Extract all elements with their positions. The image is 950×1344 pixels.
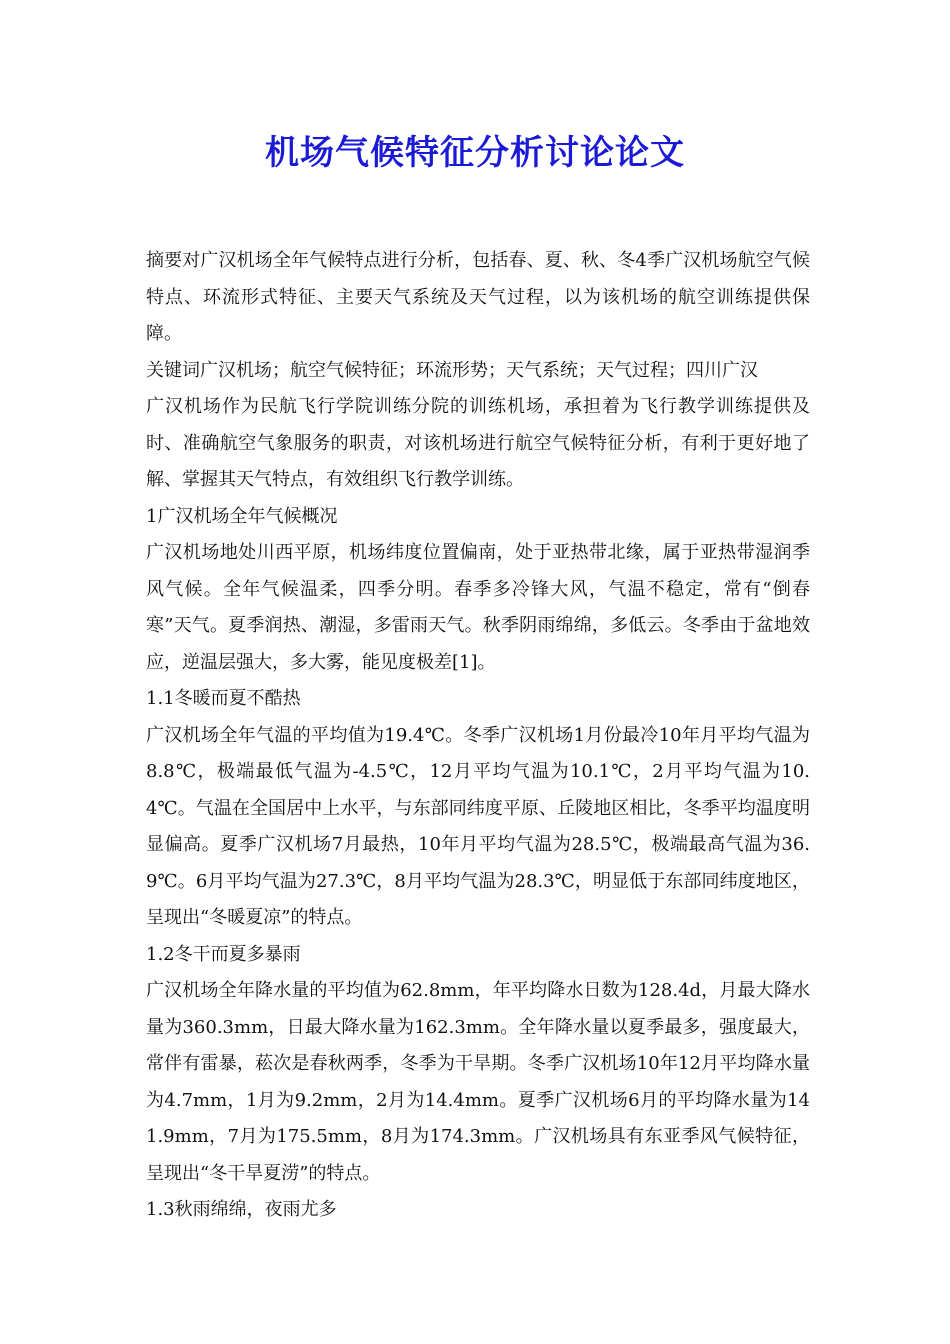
keywords-paragraph: 关键词广汉机场；航空气候特征；环流形势；天气系统；天气过程；四川广汉 <box>146 359 758 381</box>
section-1-2-paragraph: 广汉机场全年降水量的平均值为62.8mm，年平均降水日数为128.4d，月最大降水量为360.3mm，日最大降水量为162.3mm。全年降水量以夏季最多，强度最大，常伴有雷暴，菘次是春秋两季，冬季为干旱期。冬季广汉机场10年12月平均降水量为4.7mm，1月为9.2mm，2月为14.4mm。夏季广汉机场6月的平均降水量为141.9mm，7月为175.5mm，8月为174.3mm。广汉机场具有东亚季风气候特征，呈现出“冬干旱夏涝”的特点。 <box>146 980 810 1184</box>
intro-paragraph: 广汉机场作为民航飞行学院训练分院的训练机场，承担着为飞行教学训练提供及时、准确航空气象服务的职责，对该机场进行航空气候特征分析，有利于更好地了解、掌握其天气特点，有效组织飞行教学训练。 <box>146 396 810 490</box>
section-1-1-paragraph: 广汉机场全年气温的平均值为19.4℃。冬季广汉机场1月份最冷10年月平均气温为8.8℃，极端最低气温为-4.5℃，12月平均气温为10.1℃，2月平均气温为10.4℃。气温在全国居中上水平，与东部同纬度平原、丘陵地区相比，冬季平均温度明显偏高。夏季广汉机场7月最热，10年月平均气温为28.5℃，极端最高气温为36.9℃。6月平均气温为27.3℃，8月平均气温为28.3℃，明显低于东部同纬度地区，呈现出“冬暖夏凉”的特点。 <box>146 724 810 928</box>
abstract-paragraph: 摘要对广汉机场全年气候特点进行分析，包括春、夏、秋、冬4季广汉机场航空气候特点、环流形式特征、主要天气系统及天气过程，以为该机场的航空训练提供保障。 <box>146 250 810 344</box>
section-heading-1-3: 1.3秋雨绵绵，夜雨尤多 <box>146 1199 337 1220</box>
section-heading-1-1: 1.1冬暖而夏不酷热 <box>146 688 301 709</box>
document-body <box>146 243 810 1229</box>
section-heading-1-2: 1.2冬干而夏多暴雨 <box>146 943 301 965</box>
section-1-paragraph: 广汉机场地处川西平原，机场纬度位置偏南，处于亚热带北缘，属于亚热带湿润季风气候。全年气候温柔，四季分明。春季多冷锋大风，气温不稳定，常有“倒春寒”天气。夏季润热、潮湿，多雷雨天气。秋季阴雨绵绵，多低云。冬季由于盆地效应，逆温层强大，多大雾，能见度极差[1]。 <box>146 542 810 673</box>
document-title: 机场气候特征分析讨论论文 <box>265 133 685 173</box>
section-heading-1: 1广汉机场全年气候概况 <box>146 505 338 527</box>
